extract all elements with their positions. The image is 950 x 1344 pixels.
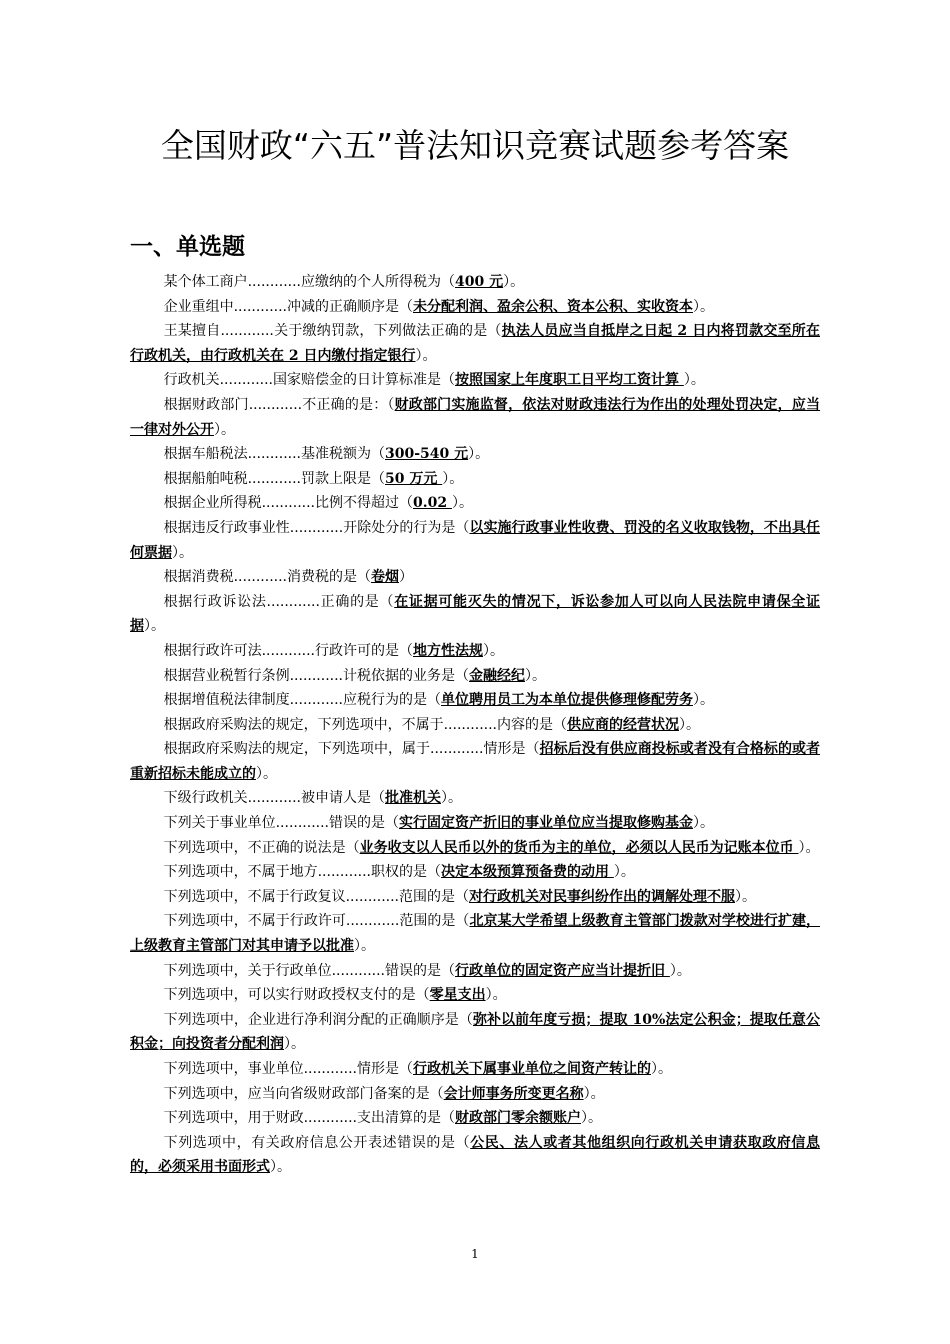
question-text: 根据消费税............消费税的是（ — [163, 569, 371, 586]
question-item — [130, 909, 820, 958]
question-text: 根据政府采购法的规定，下列选项中，不属于............内容的是（ — [163, 716, 567, 733]
question-text: 下列选项中，事业单位............情形是（ — [163, 1061, 413, 1077]
answer-text: 单位聘用员工为本单位提供修理修配劳务 — [441, 692, 693, 709]
question-text: 下列选项中，用于财政............支出清算的是（ — [163, 1110, 455, 1127]
question-text: 根据船舶吨税............罚款上限是（ — [163, 470, 385, 487]
question-item — [130, 393, 820, 442]
question-item — [130, 664, 820, 689]
answer-text: 对行政机关对民事纠纷作出的调解处理不服 — [469, 888, 735, 905]
question-end: ）。 — [581, 1110, 602, 1127]
answer-text: 50 万元 — [385, 470, 443, 487]
question-text: 下列选项中，有关政府信息公开表述错误的是（ — [163, 1134, 471, 1151]
question-text: 根据违反行政事业性............开除处分的行为是（ — [163, 519, 470, 536]
question-item — [130, 270, 820, 295]
question-item — [130, 885, 820, 910]
question-item — [130, 786, 820, 811]
question-end: ）。 — [442, 470, 464, 487]
question-text: 下列选项中，不属于行政复议............范围的是（ — [163, 888, 469, 905]
answer-text: 决定本级预算预备费的动用 — [441, 864, 614, 881]
question-end: ） — [399, 569, 413, 586]
answer-text: 招标后没有供应商投标或者没有合格标的或者重新招标未能成立的 — [130, 741, 821, 782]
question-end: ）。 — [451, 495, 473, 512]
question-end: ）。 — [583, 1085, 605, 1102]
question-text: 下列选项中，不正确的说法是（ — [163, 839, 360, 856]
question-end: ）。 — [503, 274, 525, 290]
answer-text: 实行固定资产折旧的事业单位应当提取修购基金 — [399, 815, 693, 832]
answer-text: 财政部门零余额账户 — [455, 1110, 581, 1127]
question-text: 下级行政机关............被申请人是（ — [163, 790, 385, 807]
question-end: ）。 — [468, 446, 490, 463]
question-item — [130, 639, 820, 664]
question-item — [130, 1082, 820, 1107]
answer-text: 零星支出 — [429, 987, 486, 1004]
question-text: 根据财政部门............不正确的是：（ — [163, 396, 395, 413]
answer-text: 北京某大学希望上级教育主管部门拨款对学校进行扩建，上级教育主管部门对其申请予以批准 — [130, 913, 820, 955]
question-text: 下列选项中，可以实行财政授权支付的是（ — [163, 987, 430, 1004]
answer-text: 财政部门实施监督，依法对财政违法行为作出的处理处罚决定，应当一律对外公开 — [130, 396, 821, 438]
question-end: ）。 — [214, 421, 235, 438]
question-item — [130, 983, 820, 1008]
answer-text: 按照国家上年度职工日平均工资计算 — [455, 372, 684, 389]
question-end: ）。 — [354, 938, 375, 955]
answer-text: 0.02 — [413, 495, 452, 512]
answer-text: 未分配利润、盈余公积、资本公积、实收资本 — [413, 298, 693, 315]
question-item — [130, 368, 820, 393]
question-item — [130, 491, 820, 516]
question-end: ）。 — [172, 544, 193, 561]
question-text: 王某擅自............关于缴纳罚款，下列做法正确的是（ — [163, 323, 502, 340]
document-title: 全国财政“六五”普法知识竞赛试题参考答案 — [160, 126, 790, 165]
question-text: 下列选项中，应当向省级财政部门备案的是（ — [163, 1085, 444, 1102]
question-item — [130, 516, 820, 565]
question-item — [130, 295, 820, 320]
answer-text: 400 元 — [455, 274, 504, 290]
answer-text: 行政机关下属事业单位之间资产转让的 — [413, 1061, 651, 1077]
question-item — [130, 713, 820, 738]
question-text: 下列关于事业单位............错误的是（ — [163, 815, 399, 832]
question-end: ）。 — [144, 618, 165, 635]
answer-text: 300-540 元 — [385, 446, 469, 463]
question-item — [130, 1131, 820, 1180]
question-end: ）。 — [669, 962, 691, 979]
question-text: 根据企业所得税............比例不得超过（ — [163, 495, 413, 512]
question-end: ）。 — [256, 765, 277, 782]
question-item — [130, 836, 820, 861]
page-number: 1 — [471, 1247, 479, 1261]
answer-text: 供应商的经营状况 — [567, 716, 679, 733]
section-heading: 一、单选题 — [130, 234, 245, 260]
question-list — [130, 270, 820, 1180]
answer-text: 以实施行政事业性收费、罚没的名义收取钱物，不出具任何票据 — [130, 519, 820, 561]
answer-text: 公民、法人或者其他组织向行政机关申请获取政府信息的，必须采用书面形式 — [130, 1134, 821, 1176]
question-text: 根据行政诉讼法............正确的是（ — [163, 593, 395, 610]
question-item — [130, 319, 820, 368]
answer-text: 金融经纪 — [469, 667, 525, 684]
question-text: 下列选项中，关于行政单位............错误的是（ — [163, 962, 455, 979]
answer-text: 会计师事务所变更名称 — [443, 1085, 584, 1102]
question-item — [130, 959, 820, 984]
answer-text: 弥补以前年度亏损；提取 10%法定公积金；提取任意公积金；向投资者分配利润 — [130, 1011, 820, 1053]
answer-text: 卷烟 — [371, 569, 399, 586]
question-text: 行政机关............国家赔偿金的日计算标准是（ — [163, 372, 455, 389]
question-item — [130, 442, 820, 467]
question-end: ）。 — [735, 888, 756, 905]
question-item — [130, 590, 820, 639]
question-end: ）。 — [693, 692, 714, 709]
question-end: ）。 — [415, 347, 437, 364]
question-item — [130, 565, 820, 590]
question-end: ）。 — [270, 1159, 291, 1176]
answer-text: 执法人员应当自抵岸之日起 2 日内将罚款交至所在行政机关，由行政机关在 2 日内缴付指定银行 — [130, 323, 820, 364]
question-end: ）。 — [693, 298, 714, 315]
answer-text: 行政单位的固定资产应当计提折旧 — [455, 962, 670, 979]
question-end: ）。 — [441, 790, 462, 807]
answer-text: 在证据可能灭失的情况下，诉讼参加人可以向人民法院申请保全证据 — [130, 593, 821, 635]
question-end: ）。 — [798, 839, 820, 856]
question-item — [130, 860, 820, 885]
question-end: ）。 — [525, 667, 546, 684]
question-end: ）。 — [613, 864, 635, 881]
question-text: 下列选项中，不属于地方............职权的是（ — [163, 864, 441, 881]
question-text: 根据营业税暂行条例............计税依据的业务是（ — [163, 667, 469, 684]
question-end: ）。 — [693, 815, 714, 832]
question-text: 根据车船税法............基准税额为（ — [163, 446, 385, 463]
question-end: ）。 — [683, 372, 705, 389]
question-end: ）。 — [651, 1061, 672, 1077]
question-item — [130, 1106, 820, 1131]
question-text: 企业重组中............冲减的正确顺序是（ — [163, 298, 413, 315]
question-text: 根据政府采购法的规定，下列选项中，属于............情形是（ — [163, 741, 540, 758]
question-item — [130, 688, 820, 713]
question-item — [130, 1008, 820, 1057]
answer-text: 批准机关 — [385, 790, 441, 807]
question-end: ）。 — [485, 987, 507, 1004]
question-text: 某个体工商户............应缴纳的个人所得税为（ — [163, 274, 455, 290]
question-item — [130, 1057, 820, 1082]
question-end: ）。 — [284, 1036, 305, 1053]
question-text: 下列选项中，企业进行净利润分配的正确顺序是（ — [163, 1011, 473, 1028]
question-text: 下列选项中，不属于行政许可............范围的是（ — [163, 913, 470, 930]
question-text: 根据行政许可法............行政许可的是（ — [163, 642, 413, 659]
question-end: ）。 — [483, 642, 504, 659]
question-text: 根据增值税法律制度............应税行为的是（ — [163, 692, 441, 709]
answer-text: 地方性法规 — [413, 642, 483, 659]
question-item — [130, 811, 820, 836]
question-item — [130, 467, 820, 492]
question-item — [130, 737, 820, 786]
question-end: ）。 — [679, 716, 700, 733]
answer-text: 业务收支以人民币以外的货币为主的单位，必须以人民币为记账本位币 — [359, 839, 799, 856]
